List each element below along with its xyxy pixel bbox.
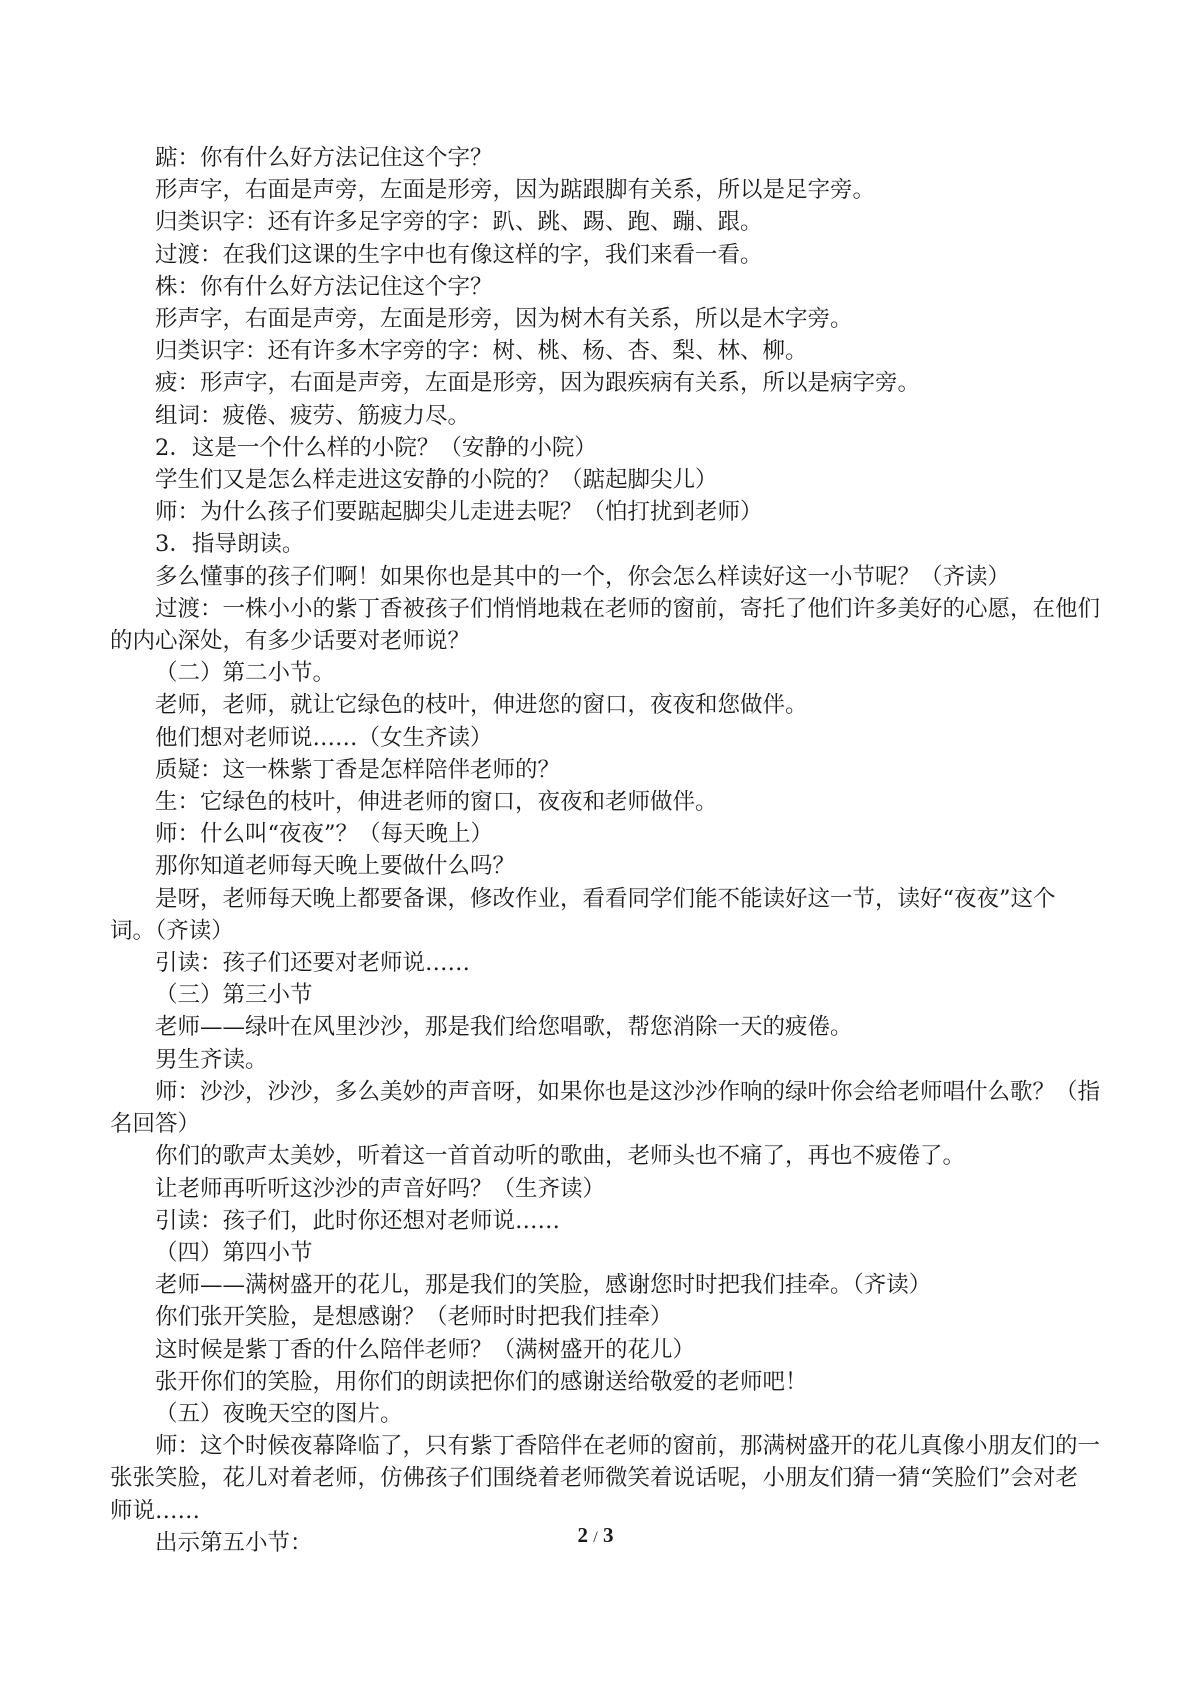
paragraph: 踮：你有什么好方法记住这个字？ xyxy=(155,145,493,171)
paragraph: 引读：孩子们，此时你还想对老师说…… xyxy=(155,1207,561,1234)
paragraph: 张开你们的笑脸，用你们的朗读把你们的感谢送给敬爱的老师吧！ xyxy=(155,1368,808,1395)
paragraph: 你们张开笑脸，是想感谢？（老师时时把我们挂牵） xyxy=(155,1304,673,1331)
total-page-count: 3 xyxy=(602,1523,614,1547)
paragraph: 老师——满树盛开的花儿，那是我们的笑脸，感谢您时时把我们挂牵。（齐读） xyxy=(155,1272,932,1299)
paragraph: 让老师再听听这沙沙的声音好吗？（生齐读） xyxy=(155,1175,606,1202)
page-number-separator: / xyxy=(593,1529,598,1546)
paragraph: 多么懂事的孩子们啊！如果你也是其中的一个，你会怎么样读好这一小节呢？（齐读） xyxy=(155,563,1011,590)
paragraph: 3．指导朗读。 xyxy=(155,531,305,558)
paragraph: 你们的歌声太美妙，听着这一首首动听的歌曲，老师头也不痛了，再也不疲倦了。 xyxy=(155,1143,966,1170)
paragraph: 归类识字：还有许多足字旁的字：趴、跳、踢、跑、蹦、跟。 xyxy=(155,209,763,236)
paragraph: 这时候是紫丁香的什么陪伴老师？（满树盛开的花儿） xyxy=(155,1336,696,1363)
paragraph: 他们想对老师说……（女生齐读） xyxy=(155,724,493,751)
paragraph: 引读：孩子们还要对老师说…… xyxy=(155,950,471,977)
paragraph: 过渡：一株小小的紫丁香被孩子们悄悄地栽在老师的窗前，寄托了他们许多美好的心愿，在他们的内心深处，有多少话要对老师说？ xyxy=(110,595,1101,655)
paragraph: 2．这是一个什么样的小院？（安静的小院） xyxy=(155,434,597,461)
paragraph: 师：沙沙，沙沙，多么美妙的声音呀，如果你也是这沙沙作响的绿叶你会给老师唱什么歌？（指名回答） xyxy=(110,1078,1101,1138)
paragraph: 出示第五小节： xyxy=(155,1529,313,1556)
paragraph: 是呀，老师每天晚上都要备课，修改作业，看看同学们能不能读好这一节，读好“夜夜”这个词。（齐读） xyxy=(110,885,1056,944)
paragraph: 老师，老师，就让它绿色的枝叶，伸进您的窗口，夜夜和您做伴。 xyxy=(155,692,808,719)
paragraph: 师：这个时候夜幕降临了，只有紫丁香陪伴在老师的窗前，那满树盛开的花儿真像小朋友们的一张张笑脸，花儿对着老师，仿佛孩子们围绕着老师微笑着说话呢，小朋友们猜一猜“笑脸们”会对老师说…… xyxy=(110,1433,1101,1524)
body-text xyxy=(110,142,1100,1559)
paragraph: （三）第三小节 xyxy=(155,982,313,1009)
paragraph: 质疑：这一株紫丁香是怎样陪伴老师的？ xyxy=(155,756,561,783)
paragraph: 株：你有什么好方法记住这个字？ xyxy=(155,273,493,300)
paragraph: 过渡：在我们这课的生字中也有像这样的字，我们来看一看。 xyxy=(155,241,763,268)
paragraph: 师：为什么孩子们要踮起脚尖儿走进去呢？（怕打扰到老师） xyxy=(155,499,763,526)
paragraph: （四）第四小节 xyxy=(155,1239,313,1266)
paragraph: 疲：形声字，右面是声旁，左面是形旁，因为跟疾病有关系，所以是病字旁。 xyxy=(155,370,921,397)
paragraph: （二）第二小节。 xyxy=(155,660,336,687)
current-page-number: 2 xyxy=(577,1523,589,1547)
paragraph: 组词：疲倦、疲劳、筋疲力尽。 xyxy=(155,402,471,429)
paragraph: 形声字，右面是声旁，左面是形旁，因为树木有关系，所以是木字旁。 xyxy=(155,306,853,333)
paragraph: 形声字，右面是声旁，左面是形旁，因为踮跟脚有关系，所以是足字旁。 xyxy=(155,177,876,204)
paragraph: 男生齐读。 xyxy=(155,1046,268,1073)
paragraph: 归类识字：还有许多木字旁的字：树、桃、杨、杏、梨、林、柳。 xyxy=(155,338,808,365)
paragraph: 学生们又是怎么样走进这安静的小院的？（踮起脚尖儿） xyxy=(155,467,718,494)
paragraph: 老师——绿叶在风里沙沙，那是我们给您唱歌，帮您消除一天的疲倦。 xyxy=(155,1014,853,1041)
paragraph: （五）夜晚天空的图片。 xyxy=(155,1400,403,1427)
page-number xyxy=(0,1522,1191,1551)
paragraph: 那你知道老师每天晚上要做什么吗？ xyxy=(155,853,516,880)
paragraph: 生：它绿色的枝叶，伸进老师的窗口，夜夜和老师做伴。 xyxy=(155,789,718,816)
paragraph: 师：什么叫“夜夜”？（每天晚上） xyxy=(155,821,494,848)
